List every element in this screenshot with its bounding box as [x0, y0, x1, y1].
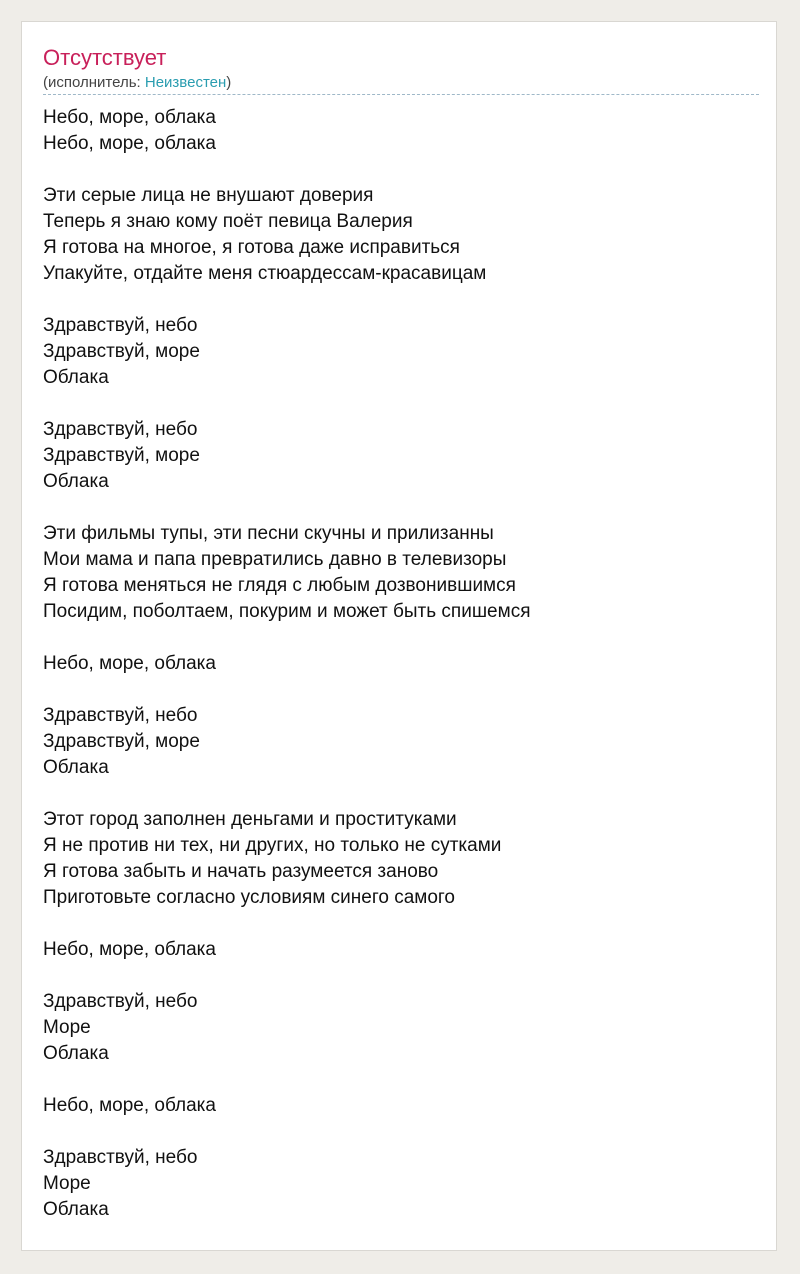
lyric-line: Облака	[43, 757, 109, 778]
lyric-line: Облака	[43, 471, 109, 492]
lyric-line: Я готова меняться не глядя с любым дозвонившимся	[43, 575, 516, 596]
lyric-blank-line	[43, 963, 759, 989]
lyric-line: Эти серые лица не внушают доверия	[43, 185, 374, 206]
lyric-line: Посидим, поболтаем, покурим и может быть спишемся	[43, 601, 531, 622]
lyric-line: Небо, море, облака	[43, 653, 216, 674]
lyric-blank-line	[43, 391, 759, 417]
lyric-line: Море	[43, 1173, 91, 1194]
lyric-blank-line	[43, 287, 759, 313]
lyric-blank-line	[43, 625, 759, 651]
lyric-line: Небо, море, облака	[43, 1095, 216, 1116]
lyric-blank-line	[43, 1067, 759, 1093]
artist-prefix: (исполнитель:	[43, 74, 145, 91]
artist-line	[43, 73, 231, 93]
lyric-line: Я готова забыть и начать разумеется заново	[43, 861, 439, 882]
lyric-line: Упакуйте, отдайте меня стюардессам-красавицам	[43, 263, 487, 284]
song-title: Отсутствует	[43, 45, 167, 70]
lyric-blank-line	[43, 911, 759, 937]
lyric-line: Здравствуй, небо	[43, 991, 198, 1012]
lyric-line: Теперь я знаю кому поёт певица Валерия	[43, 211, 413, 232]
lyric-line: Облака	[43, 1199, 109, 1220]
lyric-line: Небо, море, облака	[43, 107, 216, 128]
lyric-line: Здравствуй, море	[43, 731, 200, 752]
lyric-line: Здравствуй, море	[43, 445, 200, 466]
lyrics-card	[21, 21, 777, 1251]
lyric-line: Небо, море, облака	[43, 133, 216, 154]
lyric-blank-line	[43, 1119, 759, 1145]
artist-name-link[interactable]: Неизвестен	[144, 74, 227, 91]
lyric-blank-line	[43, 677, 759, 703]
lyric-line: Я не против ни тех, ни других, но только не сутками	[43, 835, 502, 856]
lyric-line: Эти фильмы тупы, эти песни скучны и прилизанны	[43, 523, 494, 544]
lyric-line: Облака	[43, 1043, 109, 1064]
lyric-line: Этот город заполнен деньгами и проституками	[43, 809, 457, 830]
lyric-line: Мои мама и папа превратились давно в телевизоры	[43, 549, 507, 570]
lyric-line: Небо, море, облака	[43, 939, 216, 960]
lyric-line: Здравствуй, небо	[43, 1147, 198, 1168]
lyric-line: Здравствуй, небо	[43, 315, 198, 336]
song-header	[43, 42, 759, 95]
lyric-line: Я готова на многое, я готова даже исправиться	[43, 237, 460, 258]
lyric-line: Здравствуй, море	[43, 341, 200, 362]
lyric-line: Здравствуй, небо	[43, 705, 198, 726]
lyric-line: Здравствуй, небо	[43, 419, 198, 440]
lyric-blank-line	[43, 495, 759, 521]
artist-suffix: )	[226, 74, 232, 91]
lyric-line: Приготовьте согласно условиям синего самого	[43, 887, 455, 908]
lyrics-text	[43, 105, 759, 1223]
lyric-line: Море	[43, 1017, 91, 1038]
lyric-blank-line	[43, 781, 759, 807]
lyric-blank-line	[43, 157, 759, 183]
lyric-line: Облака	[43, 367, 109, 388]
